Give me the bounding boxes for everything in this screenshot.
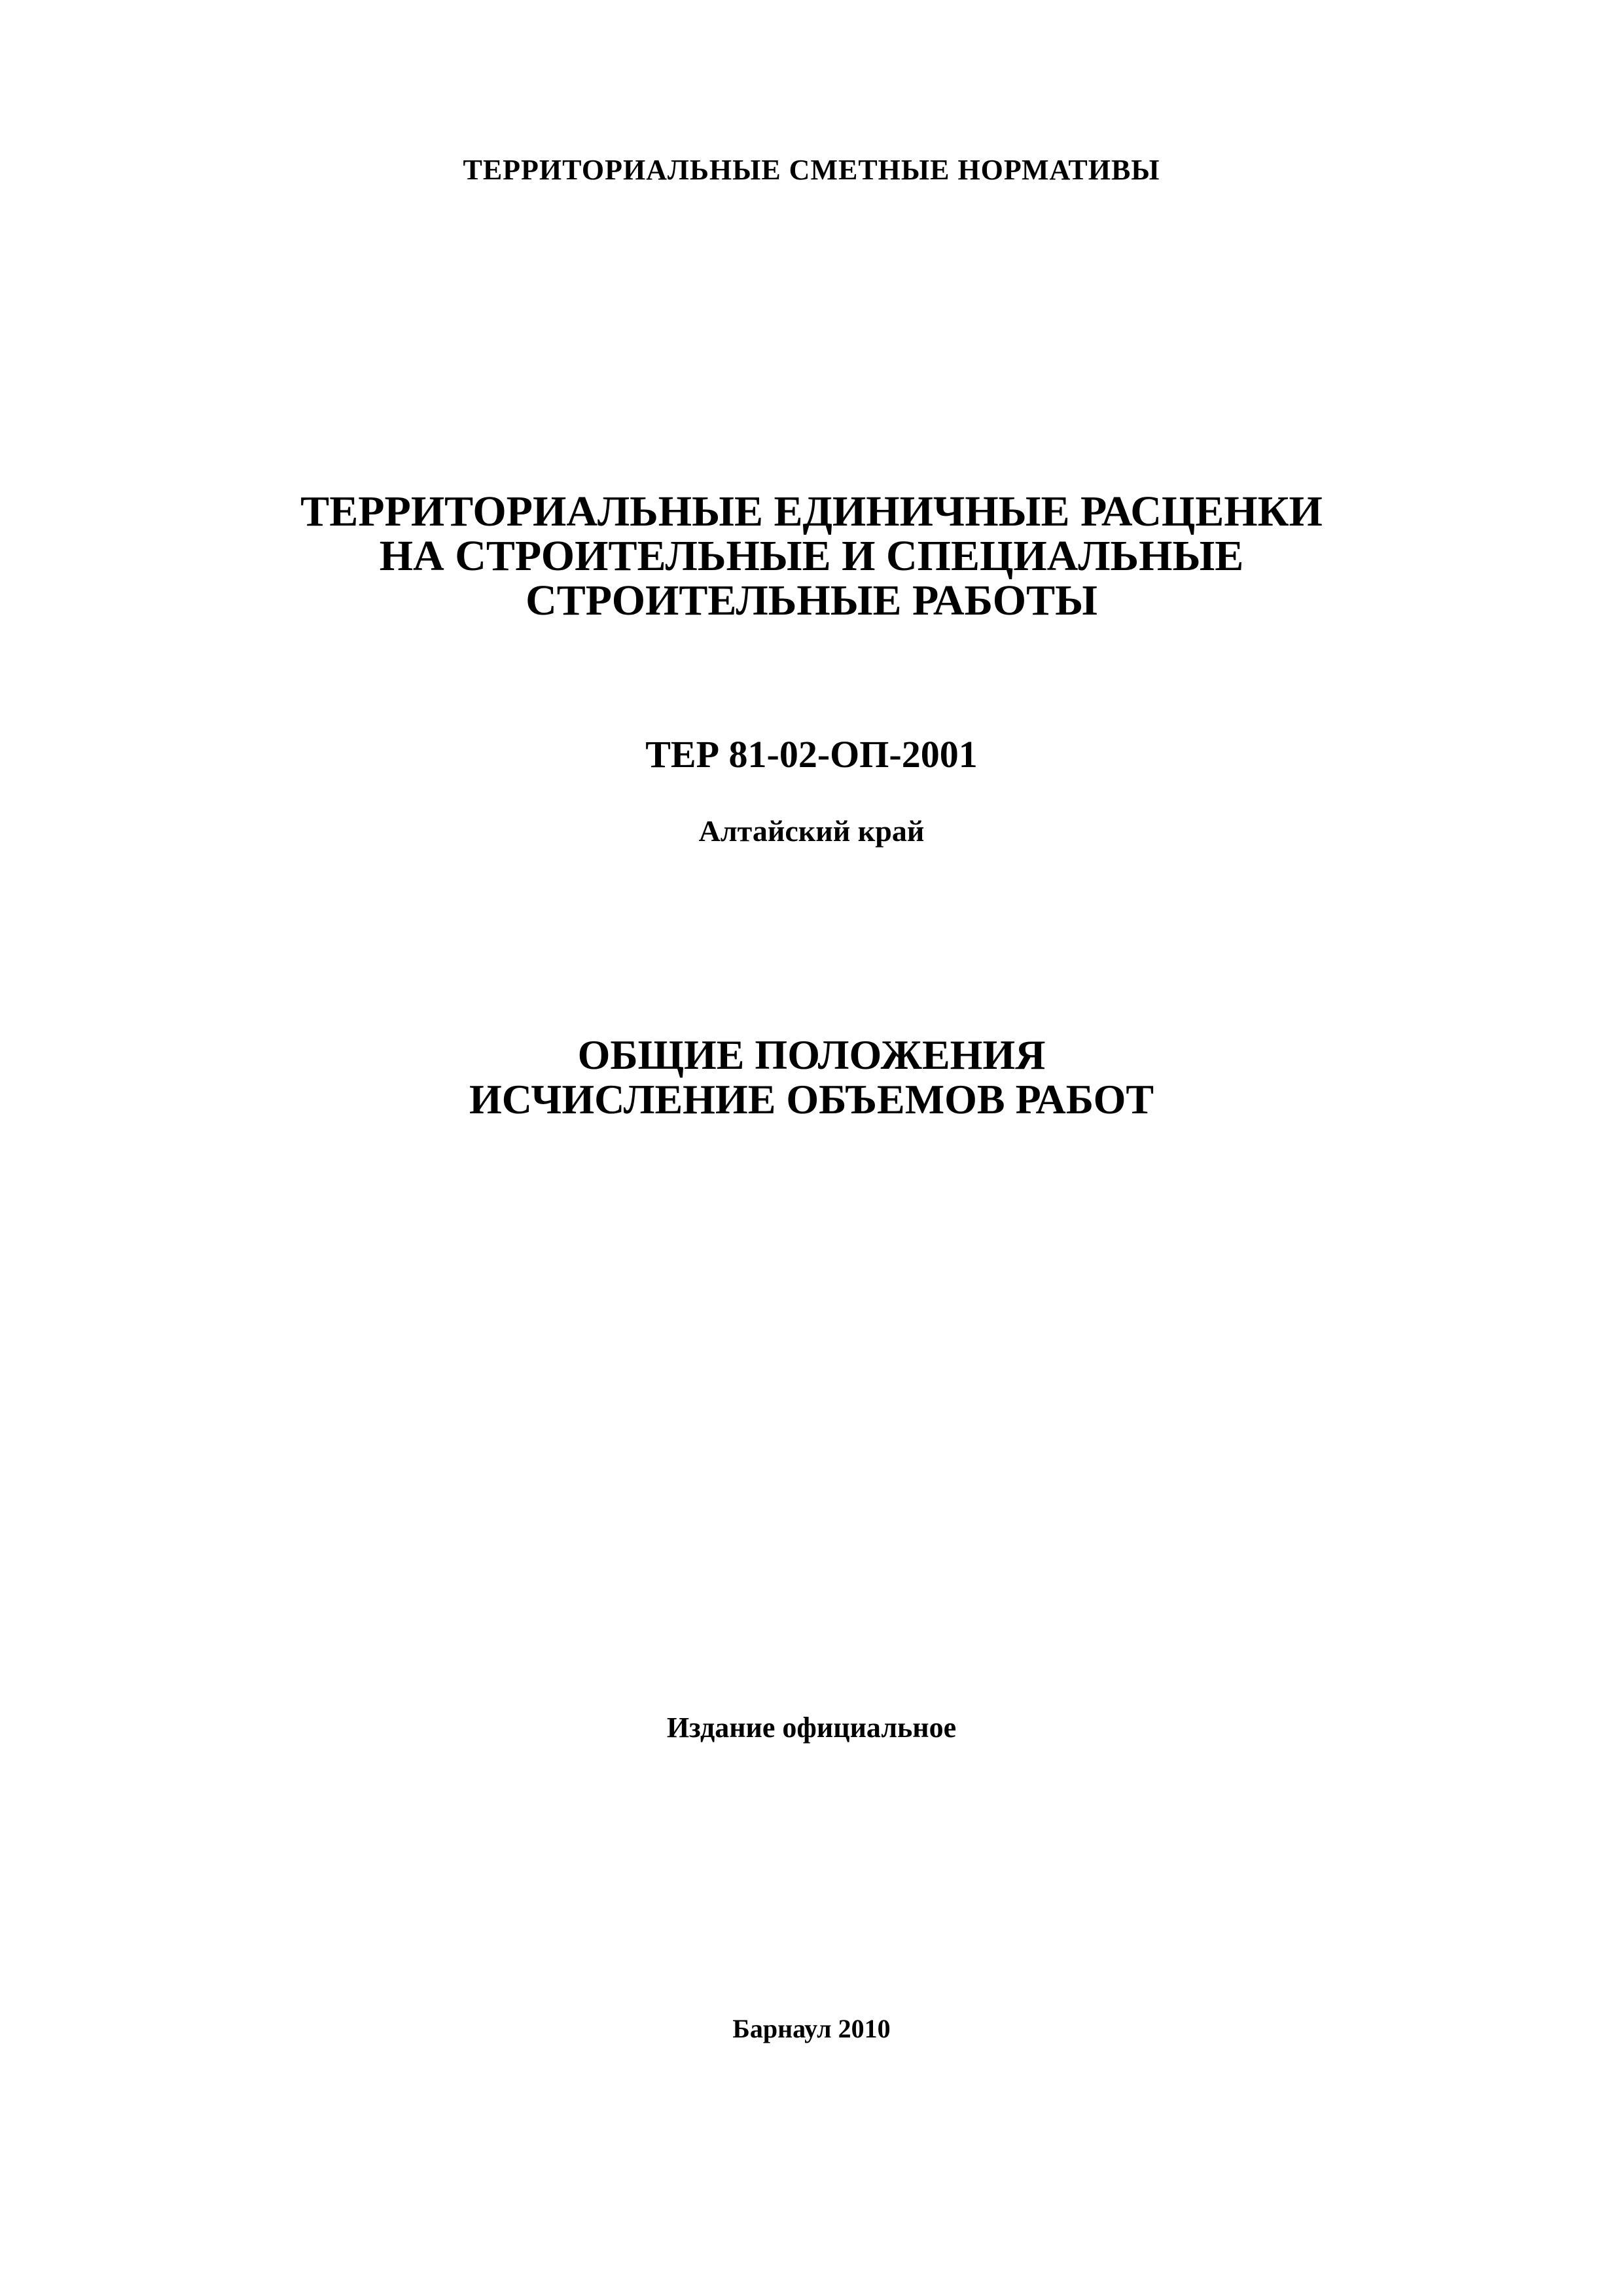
subtitle-line-2: ИСЧИСЛЕНИЕ ОБЪЕМОВ РАБОТ bbox=[469, 1076, 1154, 1122]
title-line-2: НА СТРОИТЕЛЬНЫЕ И СПЕЦИАЛЬНЫЕ bbox=[379, 532, 1244, 580]
document-title bbox=[0, 490, 1623, 623]
title-line-1: ТЕРРИТОРИАЛЬНЫЕ ЕДИНИЧНЫЕ РАСЦЕНКИ bbox=[300, 488, 1323, 535]
edition-label: Издание официальное bbox=[666, 1712, 957, 1744]
title-line-3: СТРОИТЕЛЬНЫЕ РАБОТЫ bbox=[526, 577, 1097, 624]
series-heading: ТЕРРИТОРИАЛЬНЫЕ СМЕТНЫЕ НОРМАТИВЫ bbox=[463, 154, 1160, 186]
document-code: ТЕР 81-02-ОП-2001 bbox=[645, 733, 978, 776]
region-label: Алтайский край bbox=[698, 814, 925, 848]
imprint-label: Барнаул 2010 bbox=[732, 2014, 891, 2043]
subtitle-line-1: ОБЩИЕ ПОЛОЖЕНИЯ bbox=[577, 1031, 1046, 1078]
document-subtitle bbox=[0, 1033, 1623, 1122]
